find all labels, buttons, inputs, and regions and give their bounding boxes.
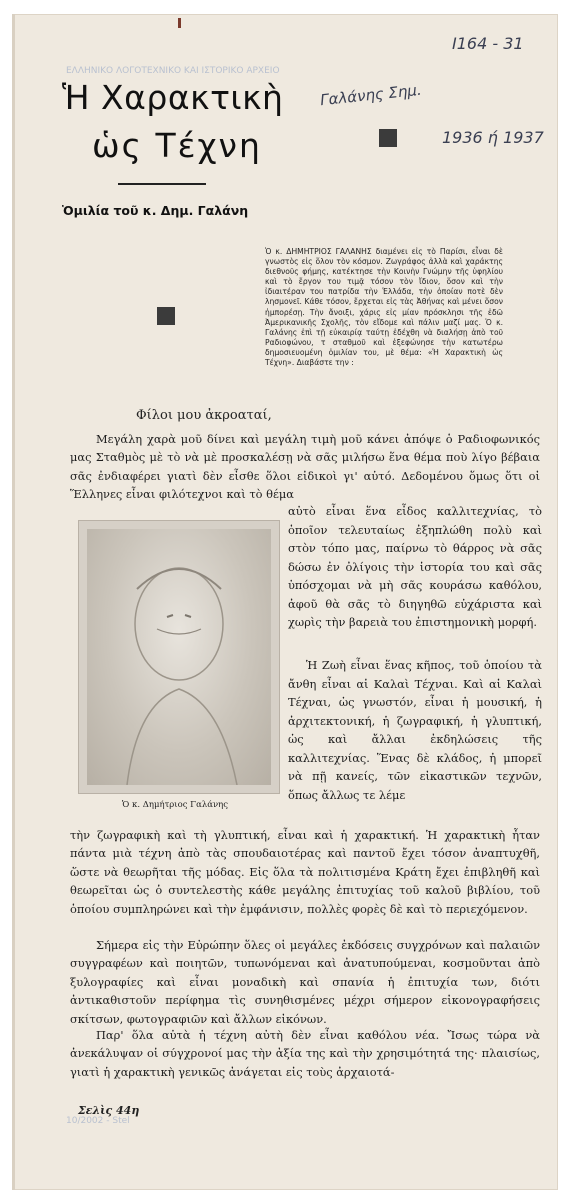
portrait-sketch [87,529,271,785]
body-paragraph-1-continued: αὐτὸ εἶναι ἕνα εἶδος καλλιτεχνίας, τὸ ὁποῖον τελευταίως ἐξηπλώθη πολὺ καὶ στὸν τόπο μας, παίρνω τὸ θάρρος νὰ σᾶς δώσω ἐν ὀλίγοις τὴν ἱστορία του καὶ σᾶς ὑπόσχομαι νὰ μὴ σᾶς κουράσω καθόλου, ἀφοῦ θὰ σᾶς τὸ διηγηθῶ εὐχάριστα καὶ χωρὶς τὴν βαρειὰ του ἐπιστημονικὴ μορφή. [288,504,542,629]
article-title-line2: ὡς Τέχνη [92,126,262,165]
body-paragraph-1: Μεγάλη χαρὰ μοῦ δίνει καὶ μεγάλη τιμὴ μοῦ κάνει ἀπόψε ὁ Ραδιοφωνικός μας Σταθμὸς μὲ τὸ νὰ μὲ προσκαλέσῃ νὰ σᾶς μιλήσω ἕνα θέμα ποὺ λίγο βέβαια σᾶς ἐνδιαφέρει γιατὶ δὲν εἶσθε ὅλοι εἰδικοὶ γι' αὐτό. Δεδομένου ὅμως ὅτι οἱ Ἕλληνες εἶναι φιλότεχνοι καὶ τὸ θέμα [70,432,540,502]
portrait-image [87,529,271,785]
body-paragraph-4: Παρ' ὅλα αὐτὰ ἡ τέχνη αὐτὴ δὲν εἶναι καθόλου νέα. Ἴσως τώρα νὰ ἀνεκάλυψαν οἱ σύγχρονοί μας τὴν ἀξία της καὶ τὴν χρησιμότητά της· πλαισίως, γιατὶ ἡ χαρακτικὴ γενικῶς ἀνάγεται εἰς τοὺς ἀρχαιοτά- [70,1028,540,1079]
paper-edge [12,14,15,1190]
handwritten-note: Γαλάνης Σημ. [319,80,423,110]
archive-stamp: ΕΛΛΗΝΙΚΟ ΛΟΓΟΤΕΧΝΙΚΟ ΚΑΙ ΙΣΤΟΡΙΚΟ ΑΡΧΕΙΟ [66,66,280,76]
ornament-square-top [376,126,400,150]
title-rule [118,183,206,185]
body-paragraph-3: Σήμερα εἰς τὴν Εὐρώπην ὅλες οἱ μεγάλες ἐκδόσεις συγχρόνων καὶ παλαιῶν συγγραφέων καὶ ποιητῶν, τυπωνόμεναι καὶ ἀνατυπούμεναι, κοσμοῦνται ἀπὸ ξυλογραφίες καὶ εἶναι μοναδικὴ καὶ σπανία ἡ ἐπιτυχία των, διότι ἀντικαθιστοῦν περίφημα τὶς συνηθισμένες μέχρι σήμερον εἰκονογραφήσεις σκίτσων, φωτογραφιῶν καὶ ἄλλων εἰκόνων. [70,938,540,1026]
body-paragraph-2: Ἡ Ζωὴ εἶναι ἕνας κῆπος, τοῦ ὁποίου τὰ ἄνθη εἶναι αἱ Καλαὶ Τέχναι. Καὶ αἱ Καλαὶ Τέχναι, ὡς γνωστόν, εἶναι ἡ μουσική, ἡ ἀρχιτεκτονική, ἡ ζωγραφική, ἡ γλυπτική, ὡς καὶ ἄλλαι ἐκδηλώσεις τῆς καλλιτεχνίας. Ἕνας δὲ κλάδος, ἠ μπορεῖ νὰ πῇ κανείς, τῶν εἰκαστικῶν τεχνῶν, ὅπως ἄλλως τε λέμε [288,658,542,802]
handwritten-years: 1936 ή 1937 [442,128,544,147]
page-number: Σελὶς 44η [78,1104,140,1117]
greeting: Φίλοι μου ἀκροαταί, [136,408,272,423]
bottom-stamp: 10/2002 - Stel [66,1116,130,1126]
article-subtitle: Ὁμιλία τοῦ κ. Δημ. Γαλάνη [62,203,249,218]
photo-caption: Ὁ κ. Δημήτριος Γαλάνης [122,800,228,810]
body-paragraph-2-continued: τὴν ζωγραφικὴ καὶ τὴ γλυπτική, εἶναι καὶ ἡ χαρακτική. Ἡ χαρακτικὴ ἦταν πάντα μιὰ τέχνη ἀπὸ τὰς σπουδαιοτέρας καὶ παντοῦ ἔχει τόσον ἀναπτυχθῆ, ὥστε νὰ θεωρῆται τῆς μόδας. Εἰς ὅλα τὰ πολιτισμένα Κράτη ἔχει ἐπιβληθῆ καὶ θεωρεῖται ὡς ὁ συντελεστὴς κάθε μεγάλης ἐπιτυχίας τοῦ καλοῦ βιβλίου, τοῦ ὁποίου συμπληρώνει καὶ τὴν ἐμφάνισιν, πολλὲς φορὲς δὲ καὶ τὸ περιεχόμενον. [70,828,540,916]
intro-paragraph: Ὁ κ. ΔΗΜΗΤΡΙΟΣ ΓΑΛΑΝΗΣ διαμένει εἰς τὸ Παρίσι, εἶναι δὲ γνωστὸς εἰς ὅλον τὸν κόσμον. Ζωγράφος ἀλλὰ καὶ χαράκτης διεθνοῦς φήμης, κατέκτησε τὴν Κοινὴν Γνώμην τῆς ὑφηλίου καὶ τὸ ἔργον του τιμᾷ τόσον τὸν ἴδιον, ὅσον καὶ τὴν ἰδιαιτέραν του πατρίδα τὴν Ἑλλάδα, τὴν ὁποίαν ποτὲ δὲν λησμονεῖ. Κάθε τόσον, ἔρχεται εἰς τὰς Ἀθήνας καὶ μένει ὅσον ἠμπορέσῃ. Τὴν ἄνοιξι, χάρις εἰς μίαν πρόσκλησι τῆς ἐδῶ Ἀμερικανικῆς Σχολῆς, τὸν εἴδομε καὶ πάλιν μαζί μας. Ὁ κ. Γαλάνης ἐπὶ τῇ εὐκαιρίᾳ ταύτῃ ἐδέχθη νὰ διαλήσῃ ἀπὸ τοῦ Ραδιοφώνου, τ σταθμοῦ καὶ ἐξεφώνησε τὴν κατωτέρω δημοσιευομένη ὁμιλίαν του, μὲ θέμα: «Ἡ Χαρακτικὴ ὡς Τέχνη». Διαβάστε την : [265,247,503,368]
pin-mark [178,18,181,28]
handwritten-ref: Ι164 - 31 [452,34,524,53]
ornament-square-left [154,304,178,328]
portrait-photo [78,520,280,794]
article-title-line1: Ἡ Χαρακτικὴ [62,78,284,117]
